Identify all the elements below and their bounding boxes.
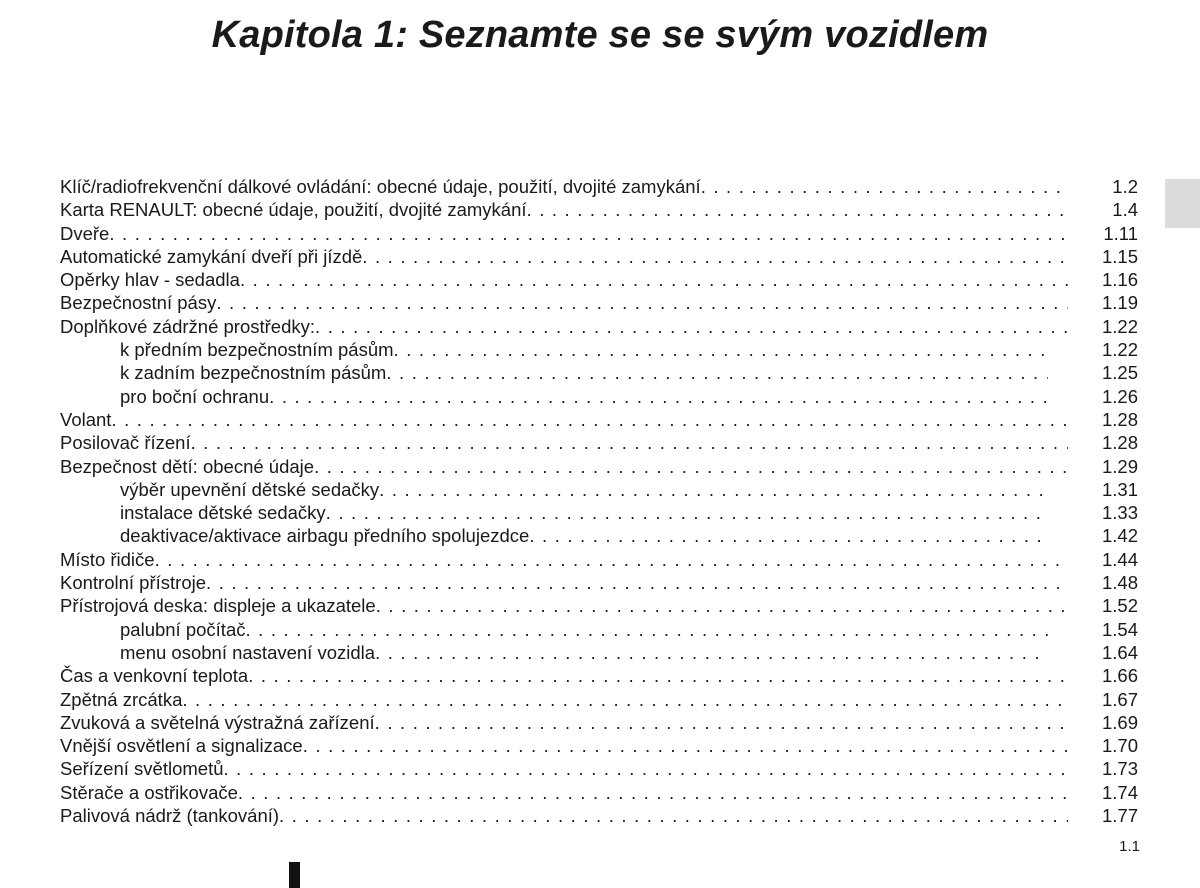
toc-entry-page: 1.15 — [1101, 245, 1138, 267]
toc-entry-label: menu osobní nastavení vozidla . . . — [120, 641, 1048, 664]
toc-entry-page: 1.69 — [1101, 711, 1138, 733]
chapter-title: Kapitola 1: Seznamte se se svým vozidlem — [211, 14, 989, 56]
toc-entry-label: pro boční ochranu . . . — [120, 385, 1048, 408]
page-number: 1.1 — [1119, 838, 1140, 855]
toc-entry-label: k zadním bezpečnostním pásům . . . — [120, 361, 1048, 384]
toc-entry-page: 1.74 — [1101, 781, 1138, 803]
toc-entry-label: Místo řidiče . . . — [60, 548, 1068, 571]
toc-entry[interactable] — [60, 618, 1138, 641]
toc-entry-label: Kontrolní přístroje . . . — [60, 571, 1068, 594]
print-crop-mark — [289, 862, 300, 888]
toc-entry[interactable] — [60, 175, 1138, 198]
toc-entry-page: 1.33 — [1101, 502, 1138, 524]
toc-entry[interactable] — [60, 408, 1138, 431]
toc-entry[interactable] — [60, 245, 1138, 268]
toc-entry-label: Čas a venkovní teplota . . . — [60, 664, 1068, 687]
toc-entry-label: deaktivace/aktivace airbagu předního spolujezdce . . . — [120, 524, 1048, 547]
toc-entry[interactable] — [60, 781, 1138, 804]
toc-entry[interactable] — [60, 478, 1138, 501]
toc-entry-label: Posilovač řízení . . . — [60, 431, 1068, 454]
toc-entry-page: 1.11 — [1103, 222, 1138, 244]
toc-entry-page: 1.29 — [1101, 455, 1138, 477]
toc-entry-label: palubní počítač . . . — [120, 618, 1048, 641]
toc-entry[interactable] — [60, 711, 1138, 734]
toc-entry-page: 1.67 — [1101, 688, 1138, 710]
toc-entry-page: 1.64 — [1101, 641, 1138, 663]
toc-entry-label: Automatické zamykání dveří při jízdě . . . — [60, 245, 1068, 268]
toc-entry-label: Seřízení světlometů . . . — [60, 757, 1068, 780]
toc-entry-label: Zvuková a světelná výstražná zařízení . . . — [60, 711, 1068, 734]
toc-entry[interactable] — [60, 361, 1138, 384]
toc-entry-page: 1.44 — [1101, 548, 1138, 570]
toc-entry[interactable] — [60, 385, 1138, 408]
toc-entry-label: Opěrky hlav - sedadla . . . — [60, 268, 1068, 291]
toc-entry[interactable] — [60, 315, 1138, 338]
toc-entry-label: Vnější osvětlení a signalizace . . . — [60, 734, 1068, 757]
toc-entry[interactable] — [60, 594, 1138, 617]
toc-entry[interactable] — [60, 291, 1138, 314]
toc-entry[interactable] — [60, 804, 1138, 827]
toc-entry-page: 1.4 — [1112, 199, 1138, 221]
toc-entry-page: 1.31 — [1101, 478, 1138, 500]
toc-entry-page: 1.28 — [1101, 432, 1138, 454]
toc-entry[interactable] — [60, 198, 1138, 221]
toc-entry[interactable] — [60, 688, 1138, 711]
toc-entry-page: 1.66 — [1101, 665, 1138, 687]
toc-entry-label: výběr upevnění dětské sedačky . . . — [120, 478, 1048, 501]
toc-entry-page: 1.73 — [1101, 758, 1138, 780]
toc-entry-label: k předním bezpečnostním pásům . . . — [120, 338, 1048, 361]
toc-entry-page: 1.52 — [1101, 595, 1138, 617]
table-of-contents — [60, 175, 1138, 827]
toc-entry-label: Zpětná zrcátka . . . — [60, 688, 1068, 711]
toc-entry-page: 1.77 — [1101, 805, 1138, 827]
toc-entry[interactable] — [60, 501, 1138, 524]
toc-entry-page: 1.2 — [1112, 176, 1138, 197]
toc-entry-page: 1.70 — [1101, 735, 1138, 757]
toc-entry-label: Dveře . . . — [60, 222, 1068, 245]
toc-entry[interactable] — [60, 338, 1138, 361]
toc-entry[interactable] — [60, 431, 1138, 454]
chapter-side-tab — [1165, 179, 1200, 228]
toc-entry[interactable] — [60, 455, 1138, 478]
toc-entry-page: 1.42 — [1101, 525, 1138, 547]
toc-entry-page: 1.25 — [1101, 362, 1138, 384]
toc-entry-page: 1.22 — [1101, 315, 1138, 337]
toc-entry-page: 1.54 — [1101, 618, 1138, 640]
toc-entry[interactable] — [60, 524, 1138, 547]
toc-entry-page: 1.28 — [1101, 408, 1138, 430]
toc-entry[interactable] — [60, 571, 1138, 594]
toc-entry[interactable] — [60, 641, 1138, 664]
toc-entry-label: Doplňkové zádržné prostředky: . . . — [60, 315, 1068, 338]
toc-entry-label: Palivová nádrž (tankování) . . . — [60, 804, 1068, 827]
toc-entry-label: instalace dětské sedačky . . . — [120, 501, 1048, 524]
toc-entry[interactable] — [60, 734, 1138, 757]
toc-entry-page: 1.22 — [1101, 339, 1138, 361]
toc-entry-label: Bezpečnostní pásy . . . — [60, 291, 1068, 314]
toc-entry-page: 1.26 — [1101, 385, 1138, 407]
toc-entry-page: 1.19 — [1101, 292, 1138, 314]
toc-entry-label: Přístrojová deska: displeje a ukazatele . . . — [60, 594, 1068, 617]
toc-entry[interactable] — [60, 222, 1138, 245]
toc-entry-label: Bezpečnost dětí: obecné údaje . . . — [60, 455, 1068, 478]
toc-entry-label: Karta RENAULT: obecné údaje, použití, dvojité zamykání . . . — [60, 198, 1068, 221]
toc-entry-page: 1.48 — [1101, 572, 1138, 594]
toc-entry-label: Klíč/radiofrekvenční dálkové ovládání: obecné údaje, použití, dvojité zamykání . . . — [60, 175, 1068, 198]
toc-entry[interactable] — [60, 757, 1138, 780]
toc-entry[interactable] — [60, 664, 1138, 687]
toc-entry-label: Volant . . . — [60, 408, 1068, 431]
toc-entry[interactable] — [60, 268, 1138, 291]
toc-entry-page: 1.16 — [1101, 269, 1138, 291]
toc-entry-label: Stěrače a ostřikovače . . . — [60, 781, 1068, 804]
toc-entry[interactable] — [60, 548, 1138, 571]
